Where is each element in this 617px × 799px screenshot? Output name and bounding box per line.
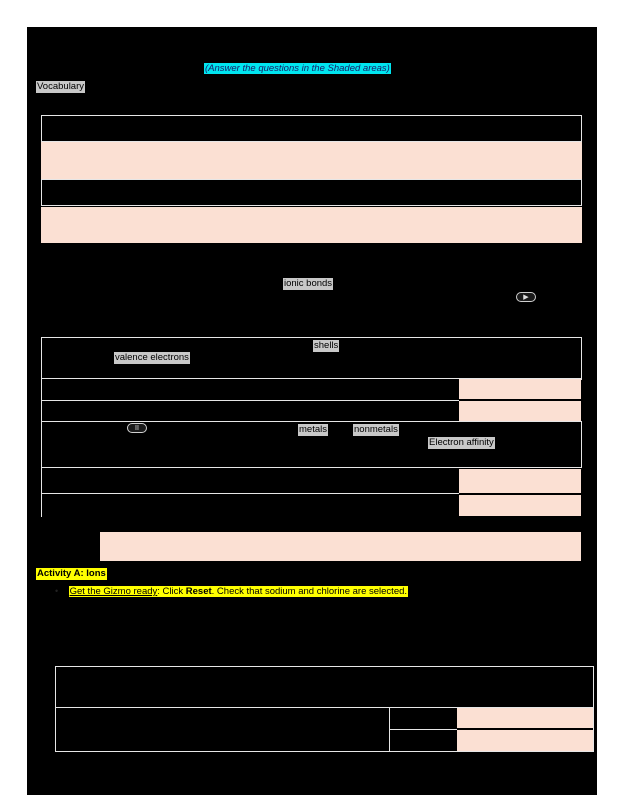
activity-a-bullet <box>55 581 408 599</box>
term-nonmetals: nonmetals <box>354 424 398 435</box>
gizmo-ready-link[interactable]: Get the Gizmo ready <box>69 586 158 597</box>
table-divider <box>41 421 582 422</box>
question-1-box <box>41 115 582 142</box>
answer-2-field[interactable] <box>41 207 582 243</box>
table-divider <box>41 467 582 468</box>
instruction-text: : Click <box>157 586 186 597</box>
term-shells: shells <box>314 340 339 351</box>
table-divider <box>41 400 459 401</box>
table-border <box>581 421 582 468</box>
answer-1-field[interactable] <box>41 142 582 179</box>
term-metals: metals <box>299 424 327 435</box>
answer-5-field[interactable] <box>459 469 581 493</box>
answer-3-field[interactable] <box>459 379 581 399</box>
vocabulary-label: Vocabulary <box>37 81 85 92</box>
answer-instruction: (Answer the questions in the Shaded areas) <box>205 63 390 74</box>
term-electron-affinity: Electron affinity <box>429 437 494 448</box>
table-divider <box>389 729 457 730</box>
answer-9-field[interactable] <box>457 730 593 751</box>
term-valence-electrons: valence electrons <box>115 352 189 363</box>
table-border <box>41 378 42 422</box>
instruction-text: . Check that sodium and chlorine are selected. <box>211 586 408 597</box>
play-button-icon: ▶ <box>516 292 536 302</box>
question-2-box <box>41 179 582 206</box>
answer-7-field[interactable] <box>100 532 581 561</box>
activity-a-title: Activity A: Ions <box>37 568 106 579</box>
answer-6-field[interactable] <box>459 495 581 516</box>
answer-4-field[interactable] <box>459 401 581 421</box>
reset-keyword: Reset <box>185 586 212 597</box>
answer-8-field[interactable] <box>457 708 593 728</box>
table-divider <box>41 493 459 494</box>
activity-a-instruction <box>69 586 408 597</box>
pause-button-icon: II <box>127 423 147 433</box>
term-ionic-bonds: ionic bonds <box>284 278 333 289</box>
worksheet-page <box>27 27 597 795</box>
table-border <box>41 421 42 517</box>
bullet-dot: • <box>55 586 59 596</box>
